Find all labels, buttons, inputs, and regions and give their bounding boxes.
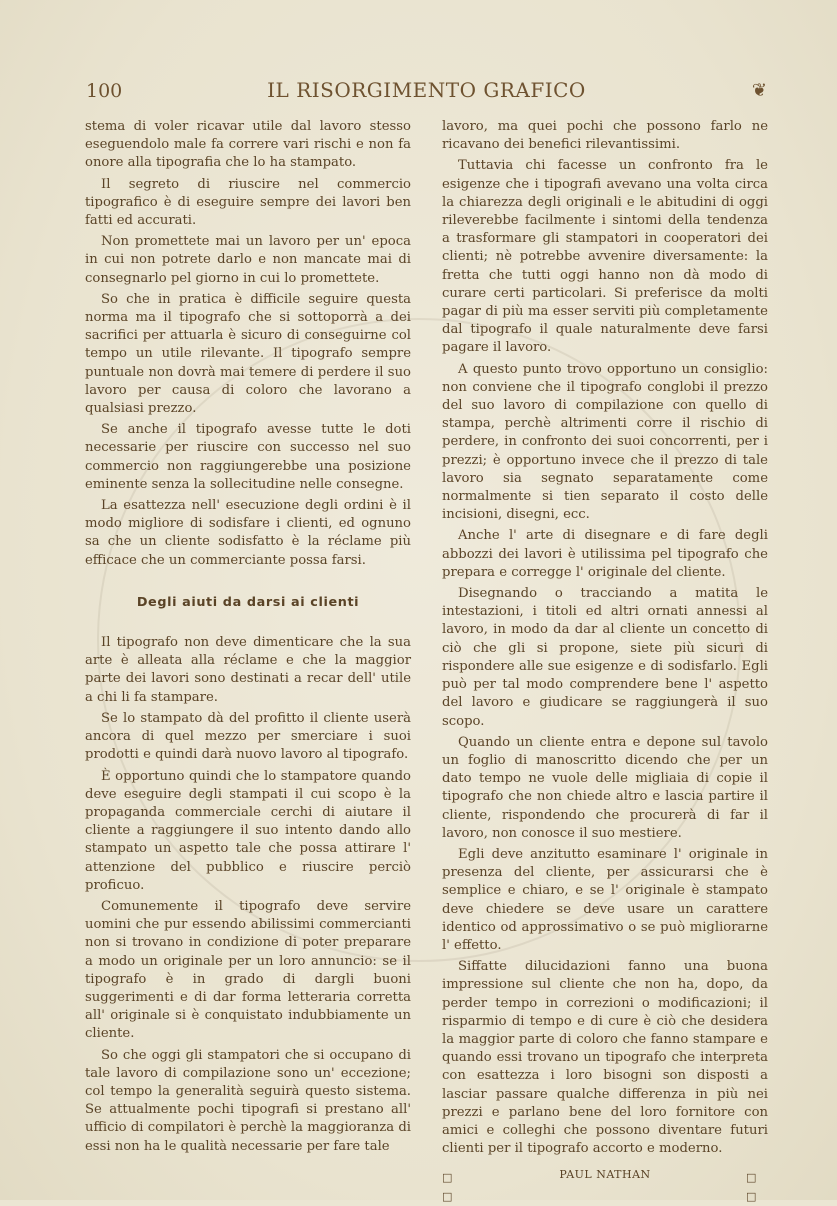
- paragraph: So che in pratica è difficile seguire questa norma ma il tipografo che si sottoporrà a dei sacrifici per attuarla è sicuro di conseguirne col tempo un utile rilevante. Il tipografo sempre puntuale non dovrà mai temere di perdere il suo lavoro per causa di coloro che lavorano a qualsiasi prezzo.: [85, 291, 411, 417]
- paragraph: Siffatte dilucidazioni fanno una buona impressione sul cliente che non ha, dopo, da perder tempo in correzioni o modificazioni; il risparmio di tempo e di cure è ciò che desidera la maggior parte di coloro che fanno stampare e quando essi trovano un tipografo che interpreta con esattezza i loro bisogni son disposti a lasciar passare qualche differenza in più nei prezzi e parlano bene del loro fornitore con amici e colleghi che possono diventare futuri clienti per il tipografo accorto e moderno.: [442, 959, 768, 1157]
- paragraph: Egli deve anzitutto esaminare l' originale in presenza del cliente, per assicurarsi che è semplice e chiaro, e se l' originale è stampato deve chiedere se deve usare un carattere identico od approssimativo o se può migliorarne l' effetto.: [442, 846, 768, 953]
- paragraph: Comunemente il tipografo deve servire uomini che pur essendo abilissimi commercianti non si trovano in condizione di poter preparare a modo un originale per un loro annuncio: se il tipografo è in grado di dargli buoni suggerimenti e di dar forma letteraria corretta all' originale si è conquistato indubbiamente un cliente.: [85, 898, 411, 1042]
- paragraph: Se lo stampato dà del profitto il cliente userà ancora di quel mezzo per smerciare i suoi prodotti e quindi darà nuovo lavoro al tipografo.: [85, 710, 411, 763]
- signature-line: [442, 1166, 768, 1203]
- paragraph: È opportuno quindi che lo stampatore quando deve eseguire degli stampati il cui scopo è la propaganda commerciale cerchi di aiutare il cliente a raggiungere il suo intento dando allo stampato un aspetto tale che possa attirare l' attenzione del pubblico e riuscire perciò proficuo.: [85, 768, 411, 893]
- section-heading: Degli aiuti da darsi ai clienti: [136, 594, 360, 610]
- paragraph: Il tipografo non deve dimenticare che la sua arte è alleata alla réclame e che la maggior parte dei lavori sono destinati a recar dell' utile a chi li fa stampare.: [85, 635, 411, 705]
- paragraph: La esattezza nell' esecuzione degli ordini è il modo migliore di sodisfare i clienti, ed ognuno sa che un cliente sodisfatto è la réclame più efficace che un commerciante possa farsi.: [85, 498, 411, 568]
- paragraph: Disegnando o tracciando a matita le intestazioni, i titoli ed altri ornati annessi al lavoro, in modo da dar al cliente un concetto di ciò che gli si propone, siete più sicuri di rispondere alle sue esigenze e di sodisfarlo. Egli può per tal modo comprendere bene l' aspetto del lavoro e giudicare se raggiungerà il suo scopo.: [442, 586, 768, 729]
- paragraph: Tuttavia chi facesse un confronto fra le esigenze che i tipografi avevano una volta circa la chiarezza degli originali e le abitudini di oggi rileverebbe facilmente i sintomi della tendenza a trasformare gli stampatori in cooperatori dei clienti; nè potrebbe avvenire diversamente: la fretta che tutti oggi hanno non dà modo di curare certi particolari. Si preferisce da molti pagar di più ma esser serviti più completamente dal tipografo il quale naturalmente deve farsi pagare il lavoro.: [442, 158, 768, 356]
- left-column: [85, 118, 411, 1159]
- running-title: IL RISORGIMENTO GRAFICO: [267, 78, 586, 102]
- running-header: [86, 78, 767, 106]
- paragraph: So che oggi gli stampatori che si occupano di tale lavoro di compilazione sono un' eccezione; col tempo la generalità seguirà questo sistema. Se attualmente pochi tipografi si prestano all' ufficio di compilatori è perchè la maggioranza di essi non ha le qualità necessarie per fare tale: [85, 1047, 411, 1154]
- fleuron-icon: ❦: [751, 80, 767, 101]
- paragraph: lavoro, ma quei pochi che possono farlo ne ricavano dei benefici rilevantissimi.: [442, 119, 768, 153]
- page-number: 100: [86, 80, 123, 102]
- paragraph: Anche l' arte di disegnare e di fare degli abbozzi dei lavori è utilissima pel tipografo che prepara e corregge l' originale del cliente.: [442, 528, 768, 580]
- square-ornament-icon: □ □: [746, 1171, 757, 1203]
- paragraph: Non promettete mai un lavoro per un' epoca in cui non potrete darlo e non mancate mai di consegnarlo pel giorno in cui lo promettete.: [85, 234, 411, 286]
- square-ornament-icon: □ □: [442, 1171, 453, 1203]
- paragraph: Se anche il tipografo avesse tutte le doti necessarie per riuscire con successo nel suo commercio non raggiungerebbe una posizione eminente senza la sollecitudine nelle consegne.: [85, 422, 411, 492]
- paragraph: stema di voler ricavar utile dal lavoro stesso eseguendolo male fa correre vari rischi e non fa onore alla tipografia che lo ha stampato.: [85, 119, 411, 171]
- paragraph: A questo punto trovo opportuno un consiglio: non conviene che il tipografo conglobi il prezzo del suo lavoro di compilazione con quello di stampa, perchè altrimenti corre il rischio di perdere, in confronto dei suoi concorrenti, per i prezzi; è opportuno invece che il prezzo di tale lavoro sia segnato separatamente come normalmente si tien separato il costo delle incisioni, disegni, ecc.: [442, 361, 768, 523]
- right-column: [442, 118, 768, 1203]
- paragraph: Il segreto di riuscire nel commercio tipografico è di eseguire sempre dei lavori ben fatti ed accurati.: [85, 176, 411, 229]
- paragraph: Quando un cliente entra e depone sul tavolo un foglio di manoscritto dicendo che per un dato tempo ne vuole delle migliaia di copie il tipografo che non chiede altro e lascia partire il cliente, rispondendo che procurerà di far il lavoro, non conosce il suo mestiere.: [442, 734, 768, 841]
- author-name: PAUL NATHAN: [559, 1168, 651, 1182]
